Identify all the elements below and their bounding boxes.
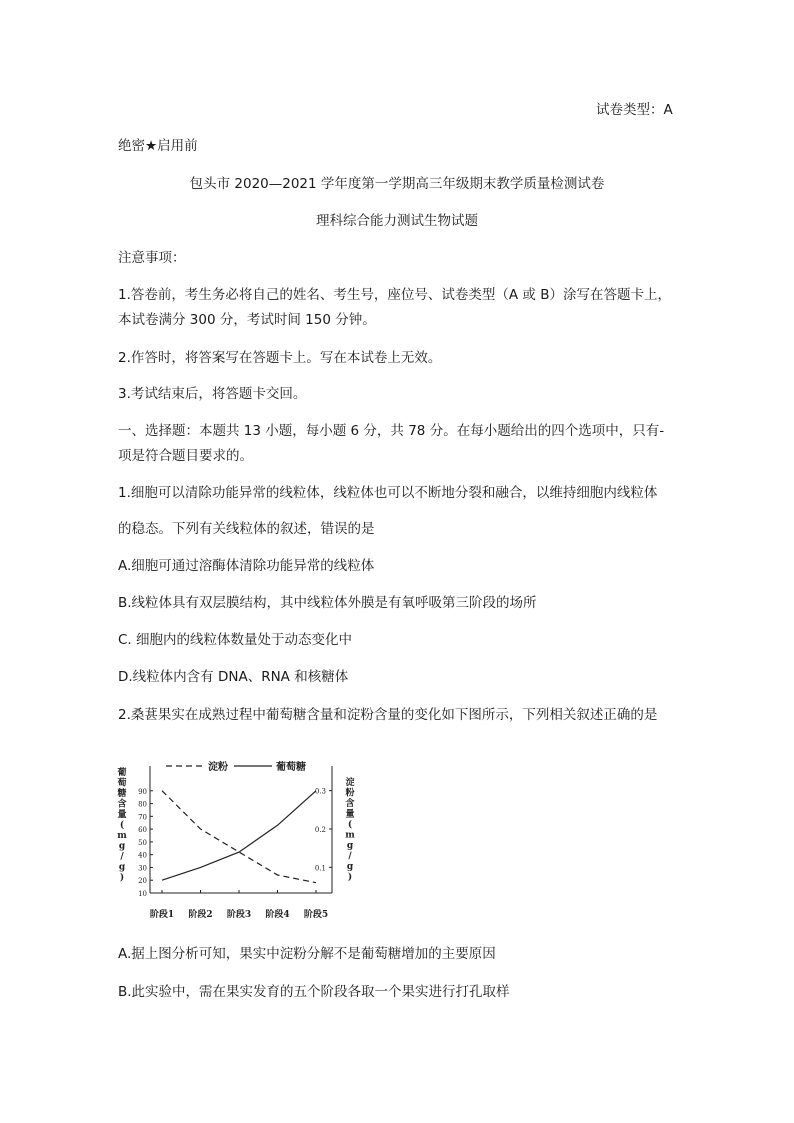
- exam-subtitle: 理科综合能力测试生物试题: [316, 213, 478, 229]
- q2-option-b: B.此实验中，需在果实发育的五个阶段各取一个果实进行打孔取样: [118, 984, 510, 1000]
- right-axis-label-char: 淀: [345, 778, 355, 788]
- paper-type: 试卷类型：A: [596, 102, 673, 118]
- right-axis: [315, 766, 332, 893]
- right-axis-label-char: /: [348, 851, 352, 862]
- legend-starch-label: 淀粉: [208, 762, 228, 773]
- series-layer: [162, 791, 316, 883]
- left-axis-label-char: 葡: [117, 768, 127, 778]
- left-axis-label-char: /: [120, 852, 124, 862]
- q1-stem-line-2: 的稳态。下列有关线粒体的叙述，错误的是: [118, 521, 375, 537]
- q2-stem: 2.桑葚果实在成熟过程中葡萄糖含量和淀粉含量的变化如下图所示，下列相关叙述正确的是: [118, 707, 658, 723]
- left-axis-label-char: ): [119, 873, 125, 883]
- right-tick-label: 0.2: [314, 825, 326, 834]
- x-tick-label: 阶段5: [303, 910, 329, 920]
- left-axis-label-char: 量: [117, 810, 127, 820]
- q1-option-b: B.线粒体具有双层膜结构，其中线粒体外膜是有氧呼吸第三阶段的场所: [118, 595, 537, 611]
- right-axis-label-char: g: [346, 862, 354, 872]
- secret-label: 绝密★启用前: [118, 138, 198, 154]
- left-tick-label: 10: [138, 890, 147, 898]
- left-tick-label: 90: [138, 787, 147, 796]
- left-axis-label-char: 糖: [117, 789, 127, 799]
- series-line-starch: [162, 791, 316, 883]
- x-tick-label: 阶段3: [226, 910, 252, 920]
- x-tick-label: 阶段2: [188, 910, 213, 920]
- left-axis-label-char: g: [118, 862, 126, 873]
- right-axis-label-char: g: [346, 841, 354, 851]
- section-intro-line-2: 项是符合题目要求的。: [118, 448, 253, 464]
- right-tick-label: 0.1: [314, 864, 326, 873]
- left-tick-label: 30: [138, 864, 147, 873]
- left-tick-label: 20: [138, 877, 147, 886]
- left-axis-label: [116, 766, 127, 883]
- q1-stem-line-1: 1.细胞可以清除功能异常的线粒体，线粒体也可以不断地分裂和融合，以维持细胞内线粒体: [118, 485, 658, 501]
- legend-glucose-label: 葡萄糖: [276, 762, 306, 773]
- exam-title: 包头市 2020—2021 学年度第一学期高三年级期末教学质量检测试卷: [189, 176, 605, 192]
- left-axis-label-char: g: [118, 841, 126, 852]
- right-axis-label-char: 量: [345, 809, 355, 820]
- notes-item-1-line-1: 1.答卷前，考生务必将自己的姓名、考生号，座位号、试卷类型（A 或 B）涂写在答题卡上，: [118, 287, 671, 303]
- legend: [166, 760, 306, 773]
- notes-heading: 注意事项：: [118, 250, 186, 266]
- left-tick-label: 70: [138, 813, 147, 822]
- q1-option-c: C. 细胞内的线粒体数量处于动态变化中: [118, 632, 353, 648]
- left-axis-label-char: m: [117, 831, 127, 841]
- sugar-starch-chart: [110, 748, 360, 923]
- series-line-glucose: [162, 791, 316, 880]
- right-axis-label: [344, 776, 355, 883]
- x-axis: [150, 890, 332, 920]
- left-tick-label: 50: [138, 838, 147, 847]
- left-axis: [138, 766, 153, 898]
- notes-item-1-line-2: 本试卷满分 300 分，考试时间 150 分钟。: [118, 312, 376, 328]
- right-axis-label-char: 粉: [345, 788, 355, 799]
- q1-option-d: D.线粒体内含有 DNA、RNA 和核糖体: [118, 669, 349, 685]
- right-axis-label-char: (: [347, 820, 353, 830]
- q2-option-a: A.据上图分析可知，果实中淀粉分解不是葡萄糖增加的主要原因: [118, 946, 496, 962]
- x-tick-label: 阶段4: [265, 910, 290, 920]
- q1-option-a: A.细胞可通过溶酶体清除功能异常的线粒体: [118, 558, 375, 574]
- right-axis-label-char: m: [345, 830, 355, 841]
- left-tick-label: 60: [138, 826, 147, 835]
- left-tick-label: 40: [138, 851, 147, 860]
- left-axis-label-char: 萄: [117, 778, 127, 789]
- left-tick-label: 80: [138, 800, 147, 809]
- left-axis-label-char: 含: [117, 799, 127, 810]
- left-axis-label-char: (: [119, 820, 125, 831]
- right-tick-label: 0.3: [314, 787, 326, 796]
- right-axis-label-char: ): [347, 872, 353, 883]
- section-intro-line-1: 一、选择题：本题共 13 小题，每小题 6 分，共 78 分。在每小题给出的四个选项中，只有-: [118, 423, 665, 439]
- notes-item-2: 2.作答时，将答案写在答题卡上。写在本试卷上无效。: [118, 350, 442, 366]
- right-axis-label-char: 含: [345, 799, 355, 809]
- notes-item-3: 3.考试结束后，将答题卡交回。: [118, 386, 307, 402]
- x-tick-label: 阶段1: [149, 910, 175, 920]
